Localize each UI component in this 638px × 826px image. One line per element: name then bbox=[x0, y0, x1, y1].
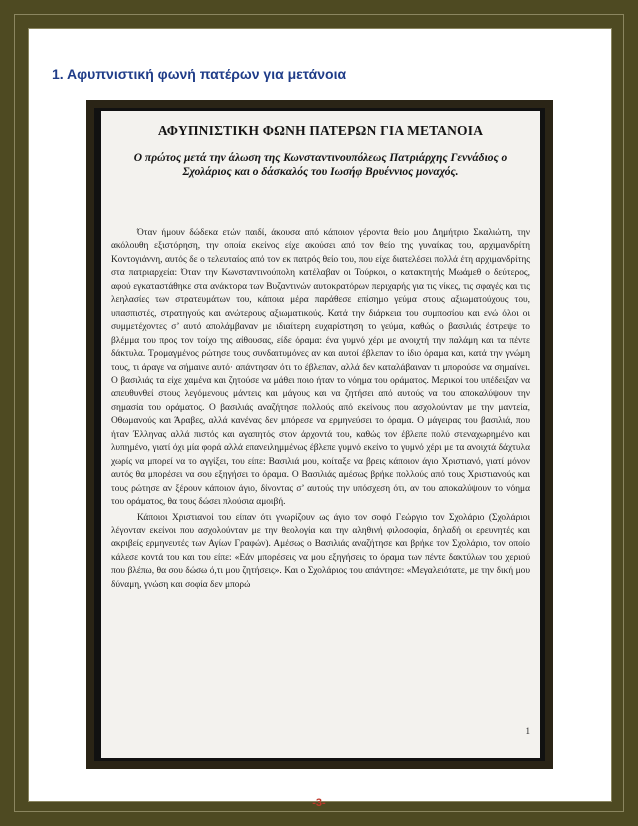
scan-subtitle: Ο πρώτος μετά την άλωση της Κωνσταντινουπόλεως Πατριάρχης Γεννάδιος ο Σχολάριος και ο δάσκαλός του Ιωσήφ Βρυέννιος μοναχός. bbox=[133, 152, 508, 178]
scan-title: ΑΦΥΠΝΙΣΤΙΚΗ ΦΩΝΗ ΠΑΤΕΡΩΝ ΓΙΑ ΜΕΤΑΝΟΙΑ bbox=[157, 123, 484, 138]
scan-paragraph: Όταν ήμουν δώδεκα ετών παιδί, άκουσα από κάποιον γέροντα θείο μου Δημήτριο Σκαλιώτη, την ακόλουθη εξιστόρηση, την οποία εκείνος είχε ακούσει από τον θείο της γυναίκας του, αρχιμανδρίτη Κοντογιάννη, αυτός δε ο τελευταίος από τον εκ πατρός θείο του, που είχε διατελέσει πολλά έτη αρχιμανδρίτης στα πατριαρχεία: Όταν την Κωνσταντινούπολη κατέλαβαν οι Τούρκοι, ο κατακτητής Μωάμεθ ο δεύτερος, αφού εγκαταστάθηκε στα ανάκτορα των Βυζαντινών αυτοκρατόρων περιχαρής για τις νίκες, τις σφαγές και τις λεηλασίες των στρατευμάτων του, κάποια μέρα παράθεσε επίσημο γεύμα στους αξιωματούχους του, υπασπιστές, στρατηγούς και ανώτερους αξιωματικούς. Κατά την διάρκεια του συμποσίου και ενώ όλοι οι συμμετέχοντες σ’ αυτό απολάμβαναν με ιδιαίτερη ευχαρίστηση το γεύμα, καθώς ο βασιλιάς έστρεψε το βλέμμα του προς τον τοίχο της αίθουσας, είδε όραμα: ένα γυμνό χέρι με ανοιχτή την παλάμη και τα πέντε δάκτυλα. Τρομαγμένος ρώτησε τους συνδαιτυμόνες αν και αυτοί έβλεπαν το ίδιο όραμα και, κατά την γνώμη τους, τι άραγε να σήμαινε αυτό· απάντησαν ότι το έβλεπαν, αλλά δεν καταλάβαιναν τι μπορούσε να σημαίνει. Ο βασιλιάς τα είχε χαμένα και ζητούσε να μάθει ποιο ήταν το νόημα του οράματος. Μερικοί του υπέδειξαν να απευθυνθεί στους λεγόμενους μάντεις και μάγους και να ζητήσει από αυτούς να του αποκαλύψουν την σημασία του οράματος. Ο βασιλιάς αναζήτησε πολλούς από εκείνους που ασχολούνταν με την μαντεία, Οθωμανούς και Άραβες, αλλά κανένας δεν μπόρεσε να ερμηνεύσει το όραμα. Ο μάγειρας του βασιλιά, που ήταν Έλληνας αλλά πιστός και αγαπητός στον άρχοντά του, καθώς τον έβλεπε πολύ στεναχωρημένο και λυπημένο, γιατί όχι μία φορά αλλά επανειλημμένως έβλεπε γυμνό εκείνο το γυμνό χέρι με τα ανοιχτά δάχτυλα χωρίς να μπορεί να το αγγίξει, του είπε: Βασιλιά μου, κοίταξε να βρεις κάποιον άγιο Χριστιανό, γιατί μόνον αυτός θα μπορέσει να σου εξηγήσει το όραμα. Ο Βασιλιάς αμέσως βρήκε πολλούς από τους Χριστιανούς και τους ρώτησε αν ξέρουν κάποιον άγιο, δίνοντας σ’ αυτούς την υπόσχεση ότι, αν του αποκαλύψουν το νόημα του οράματος, θα τους δώσει πλούσια αμοιβή. bbox=[111, 228, 530, 508]
scan-page-number: 1 bbox=[525, 726, 530, 736]
scanned-page-frame bbox=[86, 100, 553, 769]
scan-body bbox=[111, 227, 530, 592]
section-heading: 1. Αφυπνιστική φωνή πατέρων για μετάνοια bbox=[52, 66, 347, 82]
scan-paragraph: Κάποιοι Χριστιανοί του είπαν ότι γνωρίζουν ως άγιο τον σοφό Γεώργιο τον Σχολάριο (Σχολάριοι λέγονταν εκείνοι που ασχολούνταν με την θεολογία και την αληθινή φιλοσοφία, δηλαδή οι ερευνητές και ακριβείς ερμηνευτές των Αγίων Γραφών). Αμέσως ο Βασιλιάς αναζήτησε και βρήκε τον Σχολάριο, τον οποίο κάλεσε κοντά του και του είπε: «Εάν μπορέσεις να μου εξηγήσεις το όραμα των πέντε δακτύλων του χεριού που βλέπω, θα σου δώσω ό,τι μου ζητήσεις». Και ο Σχολάριος του απάντησε: «Μεγαλειότατε, με την δική μου δύναμη, γνώση και σοφία δεν μπορώ bbox=[111, 512, 530, 590]
footer-page-number: -3- bbox=[312, 797, 326, 809]
scanned-page bbox=[94, 108, 545, 761]
